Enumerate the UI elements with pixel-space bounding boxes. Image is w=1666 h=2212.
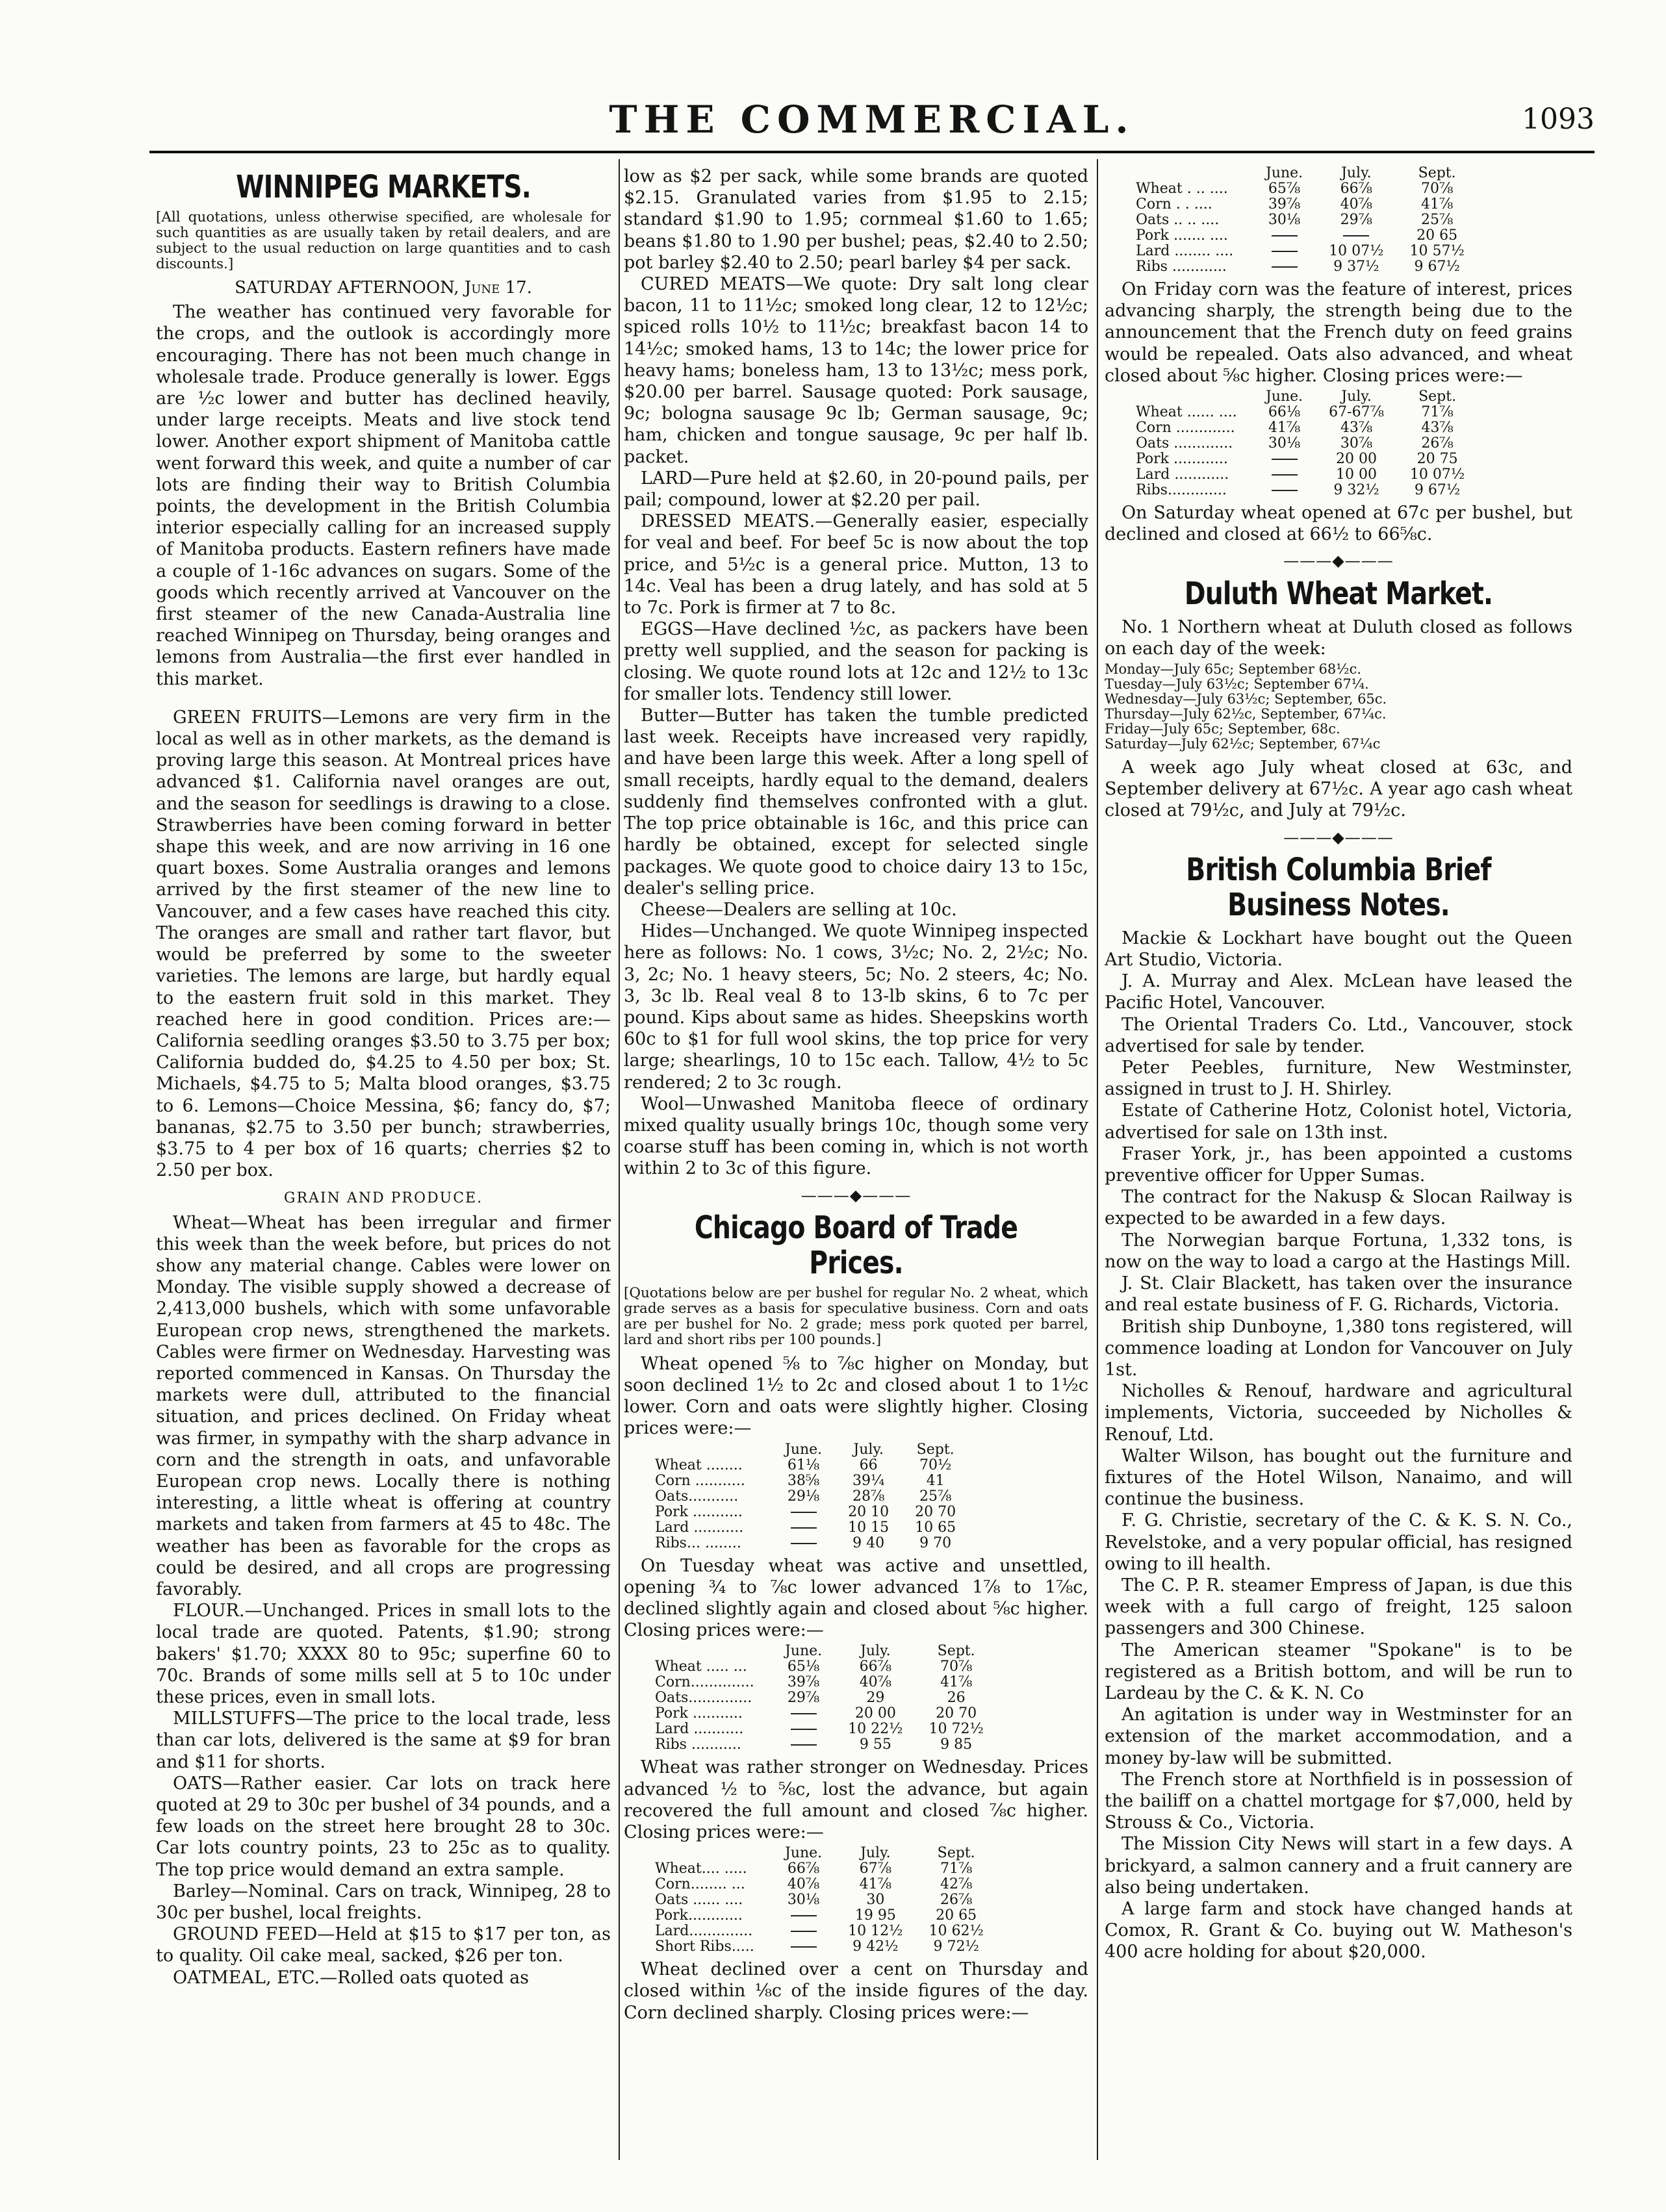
table-row <box>655 1659 997 1675</box>
table-cell: 20 75 <box>1416 451 1458 468</box>
table-cell: Pork ........... <box>655 1705 743 1722</box>
table-row <box>1136 405 1478 420</box>
table-cell <box>772 1908 835 1924</box>
column-header: June. <box>785 1441 823 1458</box>
bc-note-item: The Oriental Traders Co. Ltd., Vancouver, stock advertised for sale by tender. <box>1105 1014 1572 1056</box>
table-cell: 25⅞ <box>919 1488 952 1505</box>
table-cell: 70⅞ <box>1420 181 1454 197</box>
dash-rule <box>1272 490 1298 491</box>
dash-rule <box>791 1915 817 1916</box>
table-cell: 29⅞ <box>787 1690 820 1707</box>
dressed-meats-paragraph <box>624 511 1088 618</box>
column-header <box>1136 166 1253 181</box>
table-cell: 67-67⅞ <box>1329 404 1384 421</box>
bc-notes-list <box>1105 928 1572 1963</box>
millstuffs-paragraph <box>156 1708 611 1773</box>
column-2 <box>624 166 1088 2154</box>
barley-paragraph: Barley—Nominal. Cars on track, Winnipeg, 28 to 30c per bushel, local freights. <box>156 1881 611 1924</box>
chicago-note: [Quotations below are per bushel for regular No. 2 wheat, which grade serves as a basis for speculative business. Corn and oats are per bushel for No. 2 grade; mess pork quoted per barrel, lard and short ribs per 100 pounds.] <box>624 1284 1088 1348</box>
bc-note-item: Nicholles & Renouf, hardware and agricultural implements, Victoria, succeeded by Nicholles & Renouf, Ltd. <box>1105 1381 1572 1445</box>
duluth-daily-list <box>1105 662 1572 752</box>
table-cell <box>1253 228 1316 244</box>
table-cell: Corn........ ... <box>655 1876 745 1893</box>
table-cell: 41 <box>926 1472 945 1489</box>
dash-rule <box>1272 251 1298 252</box>
table-cell: 70⅞ <box>940 1659 973 1675</box>
dash-rule <box>1343 235 1369 236</box>
table-cell: 9 70 <box>919 1534 952 1551</box>
table-cell <box>1253 244 1316 259</box>
table-cell: Corn ........... <box>655 1472 745 1489</box>
column-divider <box>619 159 620 2160</box>
dash-rule <box>791 1543 817 1544</box>
section-ornament: ———◆——— <box>801 1186 912 1204</box>
table-cell: 9 42½ <box>852 1939 899 1955</box>
table-header-row <box>655 1442 969 1458</box>
hides-paragraph: Hides—Unchanged. We quote Winnipeg inspected here as follows: No. 1 cows, 3½c; No. 2, 2½c; No. 3, 2c; No. 1 heavy steers, 5c; No. 2 steers, 4c; No. 3, 3c lb. Real veal 8 to 13-lb skins, 6 to 7c per pound. Kips about same as hides. Sheepskins worth 60c to $1 for full wool skins, the top price for very large; shearlings, 10 to 15c each. Tallow, 4½ to 5c rendered; 2 to 3c rough. <box>624 921 1088 1093</box>
table-cell: 30 <box>866 1892 885 1909</box>
table-cell: 20 70 <box>936 1705 977 1722</box>
table-cell: 42⅞ <box>940 1876 973 1893</box>
table-cell: Ribs... ........ <box>655 1534 741 1551</box>
bc-note-item: An agitation is under way in Westminster for an extension of the market accommodation, and a money by-law will be submitted. <box>1105 1705 1572 1768</box>
table-header-row <box>1136 166 1478 181</box>
table-cell: Short Ribs..... <box>655 1939 754 1955</box>
table-row <box>1136 244 1478 259</box>
table-cell: 29 <box>866 1690 885 1707</box>
column-1 <box>156 166 611 2154</box>
table-cell: 20 65 <box>936 1907 977 1924</box>
table-row <box>1136 228 1478 244</box>
oatmeal-label: OATMEAL, ETC. <box>173 1967 320 1988</box>
table-cell <box>1253 451 1316 467</box>
cured-meats-text: —We quote: Dry salt long clear bacon, 11 to 11½c; smoked long clear, 12 to 12½c; spiced rolls 10½ to 11½c; breakfast bacon 14 to 14½c; smoked hams, 13 to 14c; the lower price for heavy hams; boneless ham, 13 to 13½c; mess pork, $20.00 per barrel. Sausage quoted: Pork sausage, 9c; bologna sausage 9c lb; German sausage, 9c; ham, chicken and tongue sausage, 9c per half lb. packet. <box>624 274 1088 467</box>
quotations-note: [All quotations, unless otherwise specified, are wholesale for such quantities as are usually taken by retail dealers, and are subject to the usual reduction on large quantities and to cash discounts.] <box>156 209 611 272</box>
table-cell: 10 07½ <box>1329 243 1384 259</box>
table-cell: Lard ........... <box>655 1721 744 1738</box>
chicago-heading: Chicago Board of Trade Prices. <box>694 1209 1018 1281</box>
table-cell: Pork ....... .... <box>1136 227 1228 244</box>
lard-paragraph <box>624 468 1088 511</box>
table-cell: 26 <box>947 1690 966 1707</box>
masthead <box>149 97 1595 143</box>
table-cell: 67⅞ <box>859 1861 891 1877</box>
table-cell <box>772 1737 835 1753</box>
table-cell: Lard.............. <box>655 1923 753 1940</box>
table-cell: Lard ........... <box>655 1519 744 1536</box>
duluth-day-item: Thursday—July 62½c, September, 67¼c. <box>1105 706 1387 722</box>
flour-paragraph <box>156 1600 611 1708</box>
table-cell: 66⅞ <box>859 1659 891 1675</box>
monday-paragraph: Wheat opened ⅝ to ⅞c higher on Monday, but soon declined 1½ to 2c and closed about 1 to 1½c lower. Corn and oats were slightly higher. Closing prices were:— <box>624 1353 1088 1439</box>
table-cell <box>772 1722 835 1737</box>
bc-note-item: The C. P. R. steamer Empress of Japan, is due this week with a full cargo of freight, 125 saloon passengers and 300 Chinese. <box>1105 1575 1572 1639</box>
bc-note-item: A large farm and stock have changed hands at Comox, R. Grant & Co. buying out W. Matheson's 400 acre holding for about $20,000. <box>1105 1898 1572 1963</box>
table-row <box>655 1536 969 1551</box>
oats-paragraph <box>156 1773 611 1881</box>
friday-prices-table <box>1136 389 1478 498</box>
dash-rule <box>791 1931 817 1932</box>
dateline: SATURDAY AFTERNOON, June 17. <box>235 278 532 298</box>
thursday-prices-table <box>1136 166 1478 275</box>
saturday-paragraph: On Saturday wheat opened at 67c per bushel, but declined and closed at 66½ to 66⅝c. <box>1105 503 1572 545</box>
table-cell <box>772 1706 835 1722</box>
eggs-paragraph <box>624 618 1088 705</box>
bc-note-item: The contract for the Nakusp & Slocan Railway is expected to be awarded in a few days. <box>1105 1187 1572 1229</box>
friday-paragraph: On Friday corn was the feature of interest, prices advancing sharply, the strength being due to the announcement that the French duty on feed grains would be repealed. Oats also advanced, and wheat closed about ⅝c higher. Closing prices were:— <box>1105 279 1572 386</box>
table-cell: 41⅞ <box>1420 196 1454 212</box>
table-cell: 10 15 <box>848 1519 890 1536</box>
column-header: June. <box>1266 166 1303 181</box>
millstuffs-label: MILLSTUFFS <box>173 1709 296 1729</box>
table-cell: 66⅞ <box>1340 181 1372 197</box>
bc-note-item: Peter Peebles, furniture, New Westminster, assigned in trust to J. H. Shirley. <box>1105 1058 1572 1100</box>
column-header: July. <box>860 1643 891 1660</box>
table-cell: 66 <box>859 1456 878 1473</box>
table-cell: Oats ...... .... <box>655 1892 743 1909</box>
bc-note-item: Mackie & Lockhart have bought out the Queen Art Studio, Victoria. <box>1105 928 1572 971</box>
wheat-paragraph: Wheat—Wheat has been irregular and firmer this week than the week before, but prices do not show any material change. Cables were lower on Monday. The visible supply showed a decrease of 2,413,000 bushels, which with some unfavorable European crop news, strengthened the markets. Cables were firmer on Wednesday. Harvesting was reported commenced in Kansas. On Thursday the markets were dull, attributed to the financial situation, and prices declined. On Friday wheat was firmer, in sympathy with the sharp advance in corn and the strength in oats, and unfavorable European crop news. Locally there is nothing interesting, a little wheat is offering at country markets and taken from farmers at 45 to 48c. The weather has been as favorable for the crops as could be desired, and all crops are progressing favorably. <box>156 1212 611 1599</box>
column-header <box>655 1644 772 1659</box>
table-row <box>1136 181 1478 197</box>
table-row <box>655 1505 969 1520</box>
green-fruits-label: GREEN FRUITS <box>173 707 322 728</box>
bc-note-item: The Mission City News will start in a few days. A brickyard, a salmon cannery and a fruit cannery are also being undertaken. <box>1105 1834 1572 1898</box>
table-cell: 9 67½ <box>1414 482 1461 499</box>
table-row <box>655 1861 997 1877</box>
bc-note-item: Walter Wilson, has bought out the furniture and fixtures of the Hotel Wilson, Nanaimo, and will continue the business. <box>1105 1445 1572 1510</box>
flour-label: FLOUR <box>173 1601 239 1621</box>
ground-feed-paragraph <box>156 1924 611 1966</box>
table-cell: 30⅛ <box>1268 212 1301 228</box>
dressed-meats-label: DRESSED MEATS <box>641 511 810 532</box>
monday-prices-table <box>655 1442 969 1551</box>
eggs-label: EGGS <box>641 619 694 640</box>
table-row <box>655 1690 997 1706</box>
table-cell: 10 72½ <box>929 1721 984 1738</box>
table-cell: 40⅞ <box>1340 196 1372 212</box>
table-row <box>655 1924 997 1939</box>
table-cell: 39⅞ <box>1268 196 1301 212</box>
table-cell: 10 65 <box>915 1519 956 1536</box>
table-cell <box>1253 259 1316 275</box>
table-cell: Oats ............. <box>1136 435 1233 452</box>
table-cell: 9 72½ <box>933 1939 979 1955</box>
column-header: June. <box>785 1643 823 1660</box>
table-cell: Corn ............. <box>1136 420 1235 437</box>
table-row <box>1136 467 1478 483</box>
tuesday-prices-table <box>655 1644 997 1753</box>
table-cell: 65⅞ <box>1268 181 1301 197</box>
table-cell <box>1253 467 1316 483</box>
column-divider <box>1097 159 1098 2160</box>
table-cell: Oats........... <box>655 1488 739 1505</box>
table-cell: 66⅞ <box>787 1861 820 1877</box>
table-cell: Ribs ........... <box>655 1736 741 1753</box>
table-cell: Lard ............ <box>1136 466 1229 483</box>
table-cell: Ribs ............ <box>1136 259 1227 275</box>
table-cell: 39¼ <box>852 1472 885 1489</box>
duluth-day-item: Friday—July 65c; September, 68c. <box>1105 721 1340 737</box>
table-cell: 20 00 <box>1336 451 1378 468</box>
oatmeal-text: —Rolled oats quoted as <box>320 1967 530 1988</box>
column-header <box>655 1442 772 1458</box>
table-cell <box>772 1536 835 1551</box>
table-cell: Pork ............ <box>1136 451 1228 468</box>
table-cell: Corn . . .... <box>1136 196 1212 212</box>
green-fruits-text: —Lemons are very firm in the local as well as in other markets, as the demand is proving large this season. At Montreal prices have advanced $1. California navel oranges are out, and the season for seedlings is drawing to a close. Strawberries have been coming forward in better shape this week, and are now arriving in 16 one quart boxes. Some Australia oranges and lemons arrived by the first steamer of the new line to Vancouver, and a few cases have reached this city. The oranges are small and rather tart flavor, but would be preferred by some to the sweeter varieties. The lemons are large, but hardly equal to the eastern fruit sold in this market. They reached here in good condition. Prices are:—California seedling oranges $3.50 to 3.75 per box; California budded do, $4.25 to 4.50 per box; St. Michaels, $4.75 to 5; Malta blood oranges, $3.75 to 6. Lemons—Choice Messina, $6; fancy do, $7; bananas, $2.75 to 3.50 per bunch; strawberries, $3.75 to 4 per box of 16 quarts; cherries $2 to 2.50 per box. <box>156 707 611 1181</box>
millstuffs-text: —The price to the local trade, less than car lots, delivered is the same at $9 for bran and $11 for shorts. <box>156 1709 611 1772</box>
dash-rule <box>791 1744 817 1746</box>
wednesday-paragraph: Wheat was rather stronger on Wednesday. Prices advanced ½ to ⅝c, lost the advance, but again recovered the full amount and closed ⅞c higher. Closing prices were:— <box>624 1757 1088 1842</box>
table-row <box>655 1877 997 1892</box>
winnipeg-markets-heading: WINNIPEG MARKETS. <box>236 169 531 205</box>
table-cell: 66⅛ <box>1268 404 1301 421</box>
table-cell: 38⅝ <box>787 1472 820 1489</box>
table-cell: Wheat.... ..... <box>655 1861 747 1877</box>
table-cell: 39⅞ <box>787 1674 820 1691</box>
dash-rule <box>791 1713 817 1714</box>
duluth-day-item: Monday—July 65c; September 68½c. <box>1105 661 1362 678</box>
table-cell: Oats .. .. .... <box>1136 212 1220 228</box>
table-cell: 41⅞ <box>1268 420 1301 437</box>
ground-feed-label: GROUND FEED <box>173 1924 318 1945</box>
cheese-paragraph: Cheese—Dealers are selling at 10c. <box>641 899 957 920</box>
column-header: June. <box>785 1845 823 1862</box>
duluth-summary: A week ago July wheat closed at 63c, and September delivery at 67½c. A year ago cash wheat closed at 79½c, and July at 79½c. <box>1105 757 1572 821</box>
table-cell <box>1253 483 1316 498</box>
market-summary: The weather has continued very favorable for the crops, and the outlook is accordingly more encouraging. There has not been much change in wholesale trade. Produce generally is lower. Eggs are ½c lower and butter has declined heavily, under large receipts. Meats and live stock tend lower. Another export shipment of Manitoba cattle went forward this week, and quite a number of car lots are finding their way to British Columbia points, the development in the British Columbia interior especially calling for an increased supply of Manitoba products. Eastern refiners have made a couple of 1-16c advances on sugars. Some of the goods which recently arrived at Vancouver on the first steamer of the new Canada-Australia line reached Winnipeg on Thursday, being oranges and lemons from Australia—the first ever handled in this market. <box>156 302 611 689</box>
table-cell: 20 70 <box>915 1503 956 1520</box>
section-ornament: ———◆——— <box>1283 828 1394 846</box>
table-cell: 65⅛ <box>787 1659 820 1675</box>
table-cell: Ribs............. <box>1136 482 1227 499</box>
duluth-heading: Duluth Wheat Market. <box>1184 575 1493 612</box>
column-header: Sept. <box>916 1441 955 1458</box>
table-cell: 26⅞ <box>940 1892 973 1909</box>
dash-rule <box>1272 235 1298 236</box>
table-row <box>655 1722 997 1737</box>
table-cell: 9 40 <box>852 1534 885 1551</box>
table-header-row <box>655 1846 997 1861</box>
tuesday-paragraph: On Tuesday wheat was active and unsettled, opening ¾ to ⅞c lower advanced 1⅞ to 1⅞c, declined slightly again and closed about ⅝c higher. Closing prices were:— <box>624 1555 1088 1641</box>
table-cell: 41⅞ <box>859 1876 891 1893</box>
table-cell: 10 12½ <box>848 1923 903 1940</box>
duluth-intro: No. 1 Northern wheat at Duluth closed as follows on each day of the week: <box>1105 617 1572 659</box>
table-cell: 43⅞ <box>1340 420 1373 437</box>
column-header: Sept. <box>1418 388 1457 405</box>
table-cell <box>772 1520 835 1536</box>
table-cell: Wheat ..... ... <box>655 1659 747 1675</box>
bc-note-item: The Norwegian barque Fortuna, 1,332 tons, is now on the way to load a cargo at the Hastings Mill. <box>1105 1230 1572 1272</box>
bc-note-item: Fraser York, jr., has been appointed a customs preventive officer for Upper Sumas. <box>1105 1143 1572 1186</box>
table-row <box>655 1939 997 1955</box>
table-cell: Pork............ <box>655 1907 743 1924</box>
table-row <box>1136 197 1478 212</box>
table-cell: 29⅞ <box>1340 212 1372 228</box>
dash-rule <box>791 1527 817 1529</box>
dash-rule <box>791 1729 817 1730</box>
thursday-paragraph: Wheat declined over a cent on Thursday and closed within ⅛c of the inside figures of the day. Corn declined sharply. Closing prices were:— <box>624 1959 1088 2023</box>
table-cell: 9 37½ <box>1333 259 1379 275</box>
table-row <box>1136 420 1478 436</box>
column-header: July. <box>860 1845 891 1862</box>
page-number: 1093 <box>1522 103 1595 136</box>
table-cell: 20 00 <box>854 1705 896 1722</box>
oats-label: OATS <box>173 1773 223 1794</box>
table-row <box>1136 451 1478 467</box>
ground-feed-text: —Held at $15 to $17 per ton, as to quality. Oil cake meal, sacked, $26 per ton. <box>156 1924 611 1966</box>
oatmeal-continued: low as $2 per sack, while some brands are quoted $2.15. Granulated varies from $1.95 to 2.15; standard $1.90 to 1.95; cornmeal $1.60 to 1.65; beans $1.80 to 1.90 per bushel; peas, $2.40 to 2.50; pot barley $2.40 to 2.50; pearl barley $4 per sack. <box>624 166 1088 273</box>
table-cell <box>772 1924 835 1939</box>
table-cell: 9 32½ <box>1333 482 1379 499</box>
table-cell: 30⅛ <box>1268 435 1301 452</box>
lard-label: LARD <box>641 468 693 489</box>
bc-note-item: J. A. Murray and Alex. McLean have leased the Pacific Hotel, Vancouver. <box>1105 971 1572 1013</box>
column-header: Sept. <box>1418 166 1456 181</box>
oatmeal-paragraph <box>156 1967 611 1989</box>
table-cell: 10 22½ <box>848 1721 903 1738</box>
column-header: June. <box>1266 388 1303 405</box>
table-cell <box>1316 228 1396 244</box>
dash-rule <box>791 1512 817 1513</box>
table-cell: 10 07½ <box>1409 466 1465 483</box>
table-cell: Wheat ...... .... <box>1136 404 1237 421</box>
cured-meats-paragraph <box>624 273 1088 468</box>
table-cell: 9 67½ <box>1414 259 1460 275</box>
bc-note-item: The French store at Northfield is in possession of the bailiff on a chattel mortgage for $7,000, held by Strouss & Co., Victoria. <box>1105 1769 1572 1833</box>
table-row <box>1136 212 1478 228</box>
section-ornament: ———◆——— <box>1283 552 1394 570</box>
table-cell: Wheat ........ <box>655 1456 743 1473</box>
grain-produce-subheading: GRAIN AND PRODUCE. <box>283 1190 483 1207</box>
table-row <box>1136 483 1478 498</box>
table-header-row <box>1136 389 1478 405</box>
table-row <box>655 1458 969 1473</box>
table-cell: 41⅞ <box>940 1674 973 1691</box>
bc-note-item: F. G. Christie, secretary of the C. & K. S. N. Co., Revelstoke, and a very popular official, has resigned owing to ill health. <box>1105 1510 1572 1574</box>
table-cell: 43⅞ <box>1421 420 1454 437</box>
table-cell: 9 85 <box>940 1736 973 1753</box>
table-row <box>655 1908 997 1924</box>
dash-rule <box>1272 459 1298 460</box>
table-row <box>655 1473 969 1489</box>
table-cell: 40⅞ <box>859 1674 891 1691</box>
table-row <box>1136 259 1478 275</box>
cured-meats-label: CURED MEATS <box>641 274 786 295</box>
duluth-day-item: Tuesday—July 63½c; September 67¼. <box>1105 676 1369 693</box>
dash-rule <box>1272 266 1298 268</box>
table-row <box>655 1520 969 1536</box>
table-cell: 9 55 <box>859 1736 891 1753</box>
butter-paragraph: Butter—Butter has taken the tumble predicted last week. Receipts have increased very rapidly, and have been large this week. After a long spell of small receipts, hardly equal to the demand, dealers suddenly find themselves confronted with a glut. The top price obtainable is 16c, and this price can hardly be obtained, except for selected single packages. We quote good to choice dairy 13 to 15c, dealer's selling price. <box>624 706 1088 898</box>
column-3 <box>1105 166 1572 2154</box>
table-cell: Pork ........... <box>655 1503 743 1520</box>
table-cell: 10 57½ <box>1409 243 1465 259</box>
column-header: July. <box>1341 388 1372 405</box>
bc-note-item: Estate of Catherine Hotz, Colonist hotel, Victoria, advertised for sale on 13th inst. <box>1105 1100 1572 1143</box>
table-cell: Wheat . .. .... <box>1136 181 1228 197</box>
duluth-day-item: Wednesday—July 63½c; September, 65c. <box>1105 691 1387 707</box>
table-cell: 20 65 <box>1416 227 1458 244</box>
oats-text: —Rather easier. Car lots on track here quoted at 29 to 30c per bushel of 34 pounds, and a few loads on the street here brought 28 to 30c. Car lots country points, 23 to 25c as to quality. The top price would demand an extra sample. <box>156 1773 611 1880</box>
table-cell <box>772 1505 835 1520</box>
duluth-day-item: Saturday—July 62½c; September, 67¼c <box>1105 736 1381 752</box>
table-cell: Oats.............. <box>655 1690 752 1707</box>
table-cell: 40⅞ <box>787 1876 820 1893</box>
table-row <box>655 1706 997 1722</box>
bc-note-item: J. St. Clair Blackett, has taken over the insurance and real estate business of F. G. Richards, Victoria. <box>1105 1273 1572 1316</box>
table-row <box>1136 436 1478 451</box>
dash-rule <box>791 1946 817 1948</box>
table-row <box>655 1489 969 1505</box>
table-row <box>655 1892 997 1908</box>
table-cell: 71⅞ <box>1421 404 1454 421</box>
column-header <box>655 1846 772 1861</box>
table-cell: 10 00 <box>1336 466 1378 483</box>
table-cell: 30⅞ <box>1340 435 1373 452</box>
table-cell: 61⅛ <box>787 1456 820 1473</box>
table-row <box>655 1675 997 1690</box>
table-cell: 71⅞ <box>940 1861 973 1877</box>
table-row <box>655 1737 997 1753</box>
eggs-text: —Have declined ½c, as packers have been pretty well supplied, and the season for packing is closing. We quote round lots at 12c and 12½ to 13c for smaller lots. Tendency still lower. <box>624 619 1088 704</box>
table-header-row <box>655 1644 997 1659</box>
dressed-meats-text: .—Generally easier, especially for veal and beef. For beef 5c is now about the top price, and 5½c is a general price. Mutton, 13 to 14c. Veal has been a drug lately, and has sold at 5 to 7c. Pork is firmer at 7 to 8c. <box>624 511 1088 618</box>
table-cell: 20 10 <box>848 1503 890 1520</box>
table-cell: 70½ <box>919 1456 952 1473</box>
green-fruits-paragraph <box>156 707 611 1181</box>
table-cell: 10 62½ <box>929 1923 984 1940</box>
column-header: July. <box>1341 166 1372 181</box>
table-cell: 29⅛ <box>787 1488 820 1505</box>
wednesday-prices-table <box>655 1846 997 1955</box>
bc-note-item: British ship Dunboyne, 1,380 tons registered, will commence loading at London for Vancouver on July 1st. <box>1105 1316 1572 1380</box>
column-header <box>1136 389 1253 405</box>
lard-text: —Pure held at $2.60, in 20-pound pails, per pail; compound, lower at $2.20 per pail. <box>624 468 1088 511</box>
newspaper-title: THE COMMERCIAL. <box>609 97 1135 142</box>
table-cell: 26⅞ <box>1421 435 1454 452</box>
column-header: July. <box>853 1441 884 1458</box>
table-cell: 19 95 <box>854 1907 896 1924</box>
column-header: Sept. <box>937 1845 975 1862</box>
table-cell: Lard ........ .... <box>1136 243 1234 259</box>
flour-text: .—Unchanged. Prices in small lots to the local trade are quoted. Patents, $1.90; strong bakers' $1.70; XXXX 80 to 95c; superfine 60 to 70c. Brands of some mills sell at 5 to 10c under these prices, even in small lots. <box>156 1601 611 1707</box>
wool-paragraph: Wool—Unwashed Manitoba fleece of ordinary mixed quality usually brings 10c, though some very coarse stuff has been coming in, which is not worth within 2 to 3c of this figure. <box>624 1093 1088 1179</box>
masthead-rule <box>149 151 1595 153</box>
table-cell: Corn.............. <box>655 1674 754 1691</box>
table-cell <box>772 1939 835 1955</box>
column-header: Sept. <box>937 1643 975 1660</box>
bc-notes-heading: British Columbia Brief Business Notes. <box>1186 851 1491 923</box>
table-cell: 25⅞ <box>1420 212 1454 228</box>
table-cell: 28⅞ <box>852 1488 885 1505</box>
dash-rule <box>1272 474 1298 476</box>
bc-note-item: The American steamer "Spokane" is to be registered as a British bottom, and will be run to Lardeau by the C. & K. N. Co <box>1105 1640 1572 1703</box>
table-cell: 30⅛ <box>787 1892 820 1909</box>
